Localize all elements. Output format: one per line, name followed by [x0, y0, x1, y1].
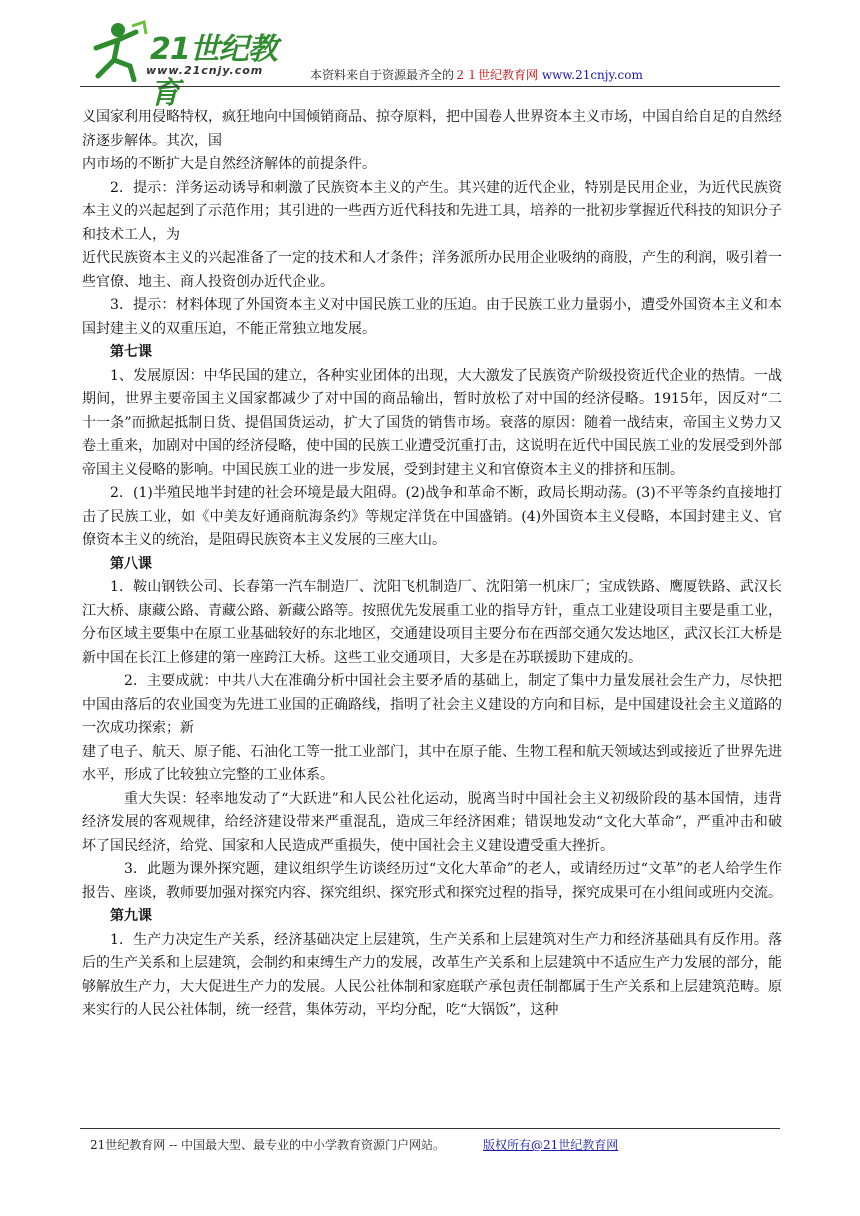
source-note	[310, 66, 643, 83]
document-body	[82, 106, 782, 1023]
paragraph: 2．主要成就：中共八大在准确分析中国社会主要矛盾的基础上，制定了集中力量发展社会生产力，尽快把中国由落后的农业国变为先进工业国的正确路线，指明了社会主义建设的方向和目标，是中国建设社会主义道路的一次成功探索；新	[82, 673, 782, 736]
paragraph: 3．提示：材料体现了外国资本主义对中国民族工业的压迫。由于民族工业力量弱小，遭受外国资本主义和本国封建主义的双重压迫，不能正常独立地发展。	[82, 297, 782, 337]
paragraph: 2．提示：洋务运动诱导和刺激了民族资本主义的产生。其兴建的近代企业，特别是民用企业，为近代民族资本主义的兴起起到了示范作用；其引进的一些西方近代科技和先进工具，培养的一批初步掌握近代科技的知识分子和技术工人，为	[82, 179, 782, 243]
paragraph: 内市场的不断扩大是自然经济解体的前提条件。	[82, 156, 376, 172]
paragraph: 1．鞍山钢铁公司、长春第一汽车制造厂、沈阳飞机制造厂、沈阳第一机床厂；宝成铁路、鹰厦铁路、武汉长江大桥、康藏公路、青藏公路、新藏公路等。按照优先发展重工业的指导方针，重点工业建设项目主要是重工业，分布区域主要集中在原工业基础较好的东北地区，交通建设项目主要分布在西部交通欠发达地区，武汉长江大桥是新中国在长江上修建的第一座跨江大桥。这些工业交通项目，大多是在苏联援助下建成的。	[82, 579, 782, 666]
page-footer	[90, 1136, 618, 1153]
lesson-heading: 第七课	[110, 344, 152, 360]
logo-url: www.21cnjy.com	[146, 64, 264, 77]
paragraph: 1、发展原因：中华民国的建立，各种实业团体的出现，大大激发了民族资产阶级投资近代企业的热情。一战期间，世界主要帝国主义国家都减少了对中国的商品输出，暂时放松了对中国的经济侵略。1915年，因反对“二十一条”而掀起抵制日货、提倡国货运动，扩大了国货的销售市场。衰落的原因：随着一战结束，帝国主义势力又卷土重来，加剧对中国的经济侵略，使中国的民族工业遭受沉重打击，这说明在近代中国民族工业的发展受到外部帝国主义侵略的影响。中国民族工业的进一步发展，受到封建主义和官僚资本主义的排挤和压制。	[82, 367, 782, 478]
paragraph: 1．生产力决定生产关系，经济基础决定上层建筑，生产关系和上层建筑对生产力和经济基础具有反作用。落后的生产关系和上层建筑，会制约和束缚生产力的发展，改革生产关系和上层建筑中不适应生产力发展的部分，能够解放生产力，大大促进生产力的发展。人民公社体制和家庭联产承包责任制都属于生产关系和上层建筑范畴。原来实行的人民公社体制，统一经营，集体劳动，平均分配，吃“大锅饭”，这种	[82, 931, 782, 1018]
source-url[interactable]: www.21cnjy.com	[541, 68, 643, 82]
paragraph: 建了电子、航天、原子能、石油化工等一批工业部门，其中在原子能、生物工程和航天领域达到或接近了世界先进水平，形成了比较独立完整的工业体系。	[82, 743, 782, 783]
source-site[interactable]: ２１世纪教育网	[454, 68, 539, 82]
paragraph: 近代民族资本主义的兴起准备了一定的技术和人才条件；洋务派所办民用企业吸纳的商股，产生的利润，吸引着一些官僚、地主、商人投资创办近代企业。	[82, 250, 782, 290]
paragraph: 3．此题为课外探究题，建议组织学生访谈经历过“文化大革命”的老人，或请经历过“文革”的老人给学生作报告、座谈，教师要加强对探究内容、探究组织、探究形式和探究过程的指导，探究成果可在小组间或班内交流。	[82, 861, 782, 901]
copyright-link[interactable]: 版权所有@21世纪教育网	[483, 1138, 619, 1152]
paragraph: 义国家利用侵略特权，疯狂地向中国倾销商品、掠夺原料，把中国卷人世界资本主义市场，中国自给自足的自然经济逐步解体。其次，国	[82, 109, 782, 149]
running-figure-icon	[88, 20, 150, 82]
lesson-heading: 第九课	[110, 908, 152, 924]
footer-text: 21世纪教育网 -- 中国最大型、最专业的中小学教育资源门户网站。	[90, 1138, 446, 1152]
site-logo[interactable]	[88, 20, 298, 111]
paragraph: 重大失误：轻率地发动了“大跃进”和人民公社化运动，脱离当时中国社会主义初级阶段的基本国情，违背经济发展的客观规律，给经济建设带来严重混乱，造成三年经济困难；错误地发动“文化大革命”，严重冲击和破坏了国民经济，给党、国家和人民造成严重损失，使中国社会主义建设遭受重大挫折。	[82, 790, 782, 854]
footer-divider	[80, 1128, 780, 1129]
lesson-heading: 第八课	[110, 555, 152, 572]
page-header	[80, 18, 780, 111]
source-prefix: 本资料来自于资源最齐全的	[310, 68, 455, 82]
paragraph: 2．(1)半殖民地半封建的社会环境是最大阻碍。(2)战争和革命不断，政局长期动荡。(3)不平等条约直接地打击了民族工业，如《中美友好通商航海条约》等规定洋货在中国盛销。(4)外国资本主义侵略，本国封建主义、官僚资本主义的统治，是阻碍民族资本主义发展的三座大山。	[82, 485, 782, 548]
header-divider	[80, 86, 780, 87]
logo-text: 21世纪教育	[150, 32, 277, 111]
